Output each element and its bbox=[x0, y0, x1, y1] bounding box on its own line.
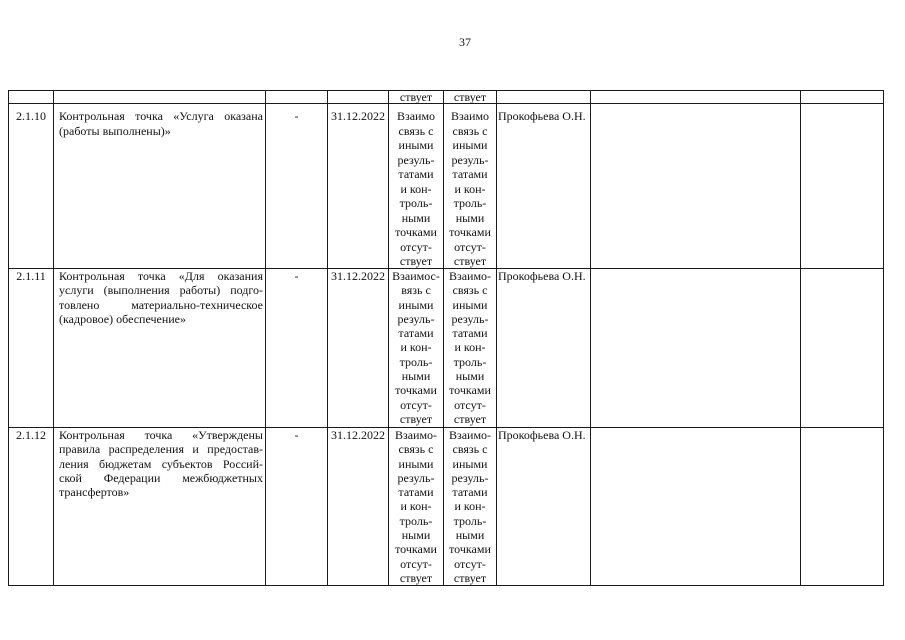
links-a-line: троль- bbox=[399, 513, 433, 528]
row-responsible-cell bbox=[497, 269, 591, 428]
row-start-cell bbox=[266, 269, 328, 428]
row-description-cell bbox=[54, 428, 266, 586]
description-line: правила распределения и предостав- bbox=[59, 442, 263, 457]
cont-finish-cell bbox=[328, 91, 389, 104]
description-line: ления бюджетам субъектов Россий- bbox=[59, 456, 263, 471]
cont-notes-cell bbox=[591, 91, 801, 104]
row-notes-cell bbox=[591, 269, 801, 428]
links-a-line: отсут- bbox=[400, 556, 432, 571]
links-b-line: Взаимо- bbox=[448, 428, 492, 442]
row-start: - bbox=[294, 109, 299, 123]
links-b-line: отсут- bbox=[454, 239, 486, 254]
row-notes-cell bbox=[591, 104, 801, 269]
cont-extra-cell bbox=[801, 91, 884, 104]
row-description-cell bbox=[54, 269, 266, 428]
links-b-line: точками bbox=[449, 383, 491, 398]
links-b-line: троль- bbox=[453, 196, 487, 210]
links-b-line: иными bbox=[452, 456, 488, 471]
row-notes-cell bbox=[591, 428, 801, 586]
cont-links-a-text: ствует bbox=[399, 91, 433, 104]
control-points-table bbox=[8, 90, 884, 586]
row-description-cell bbox=[54, 104, 266, 269]
links-a-line: резуль- bbox=[397, 311, 435, 326]
links-a-line: ствует bbox=[399, 254, 433, 268]
row-responsible-cell bbox=[497, 104, 591, 269]
description-line: (работы выполнены)» bbox=[59, 123, 171, 138]
links-b-line: точками bbox=[449, 542, 491, 557]
links-b-line: ными bbox=[455, 369, 485, 384]
row-links-b-cell bbox=[444, 269, 497, 428]
row-links-a-cell bbox=[389, 269, 444, 428]
cont-links-b-cell bbox=[444, 91, 497, 104]
row-start-cell bbox=[266, 104, 328, 269]
cont-description-cell bbox=[54, 91, 266, 104]
links-a-line: татами bbox=[398, 167, 434, 181]
description-line: Контрольная точка «Услуга оказана bbox=[59, 109, 263, 123]
links-a-line: троль- bbox=[399, 354, 433, 369]
links-a-line: связь с bbox=[398, 442, 434, 457]
row-finish-date: 31.12.2022 bbox=[331, 269, 385, 283]
description-line: услуги (выполнения работы) подго- bbox=[59, 283, 263, 298]
row-start: - bbox=[294, 428, 299, 442]
links-a-line: иными bbox=[398, 456, 434, 471]
links-a-line: и кон- bbox=[400, 181, 432, 196]
links-a-line: татами bbox=[398, 485, 434, 500]
links-b-line: иными bbox=[452, 297, 488, 312]
row-number-cell bbox=[9, 104, 54, 269]
row-extra-cell bbox=[801, 104, 884, 269]
links-a-line: Взаимос- bbox=[392, 269, 440, 283]
row-extra-cell bbox=[801, 269, 884, 428]
links-a-line: отсут- bbox=[400, 239, 432, 254]
links-b-line: и кон- bbox=[454, 499, 486, 514]
cont-responsible-cell bbox=[497, 91, 591, 104]
links-a-line: ными bbox=[401, 369, 431, 384]
links-b-line: Взаимо bbox=[450, 109, 490, 123]
links-b-line: резуль- bbox=[451, 311, 489, 326]
links-a-line: точками bbox=[395, 225, 437, 239]
cont-links-b-text: ствует bbox=[453, 91, 487, 104]
links-a-line: троль- bbox=[399, 196, 433, 210]
links-a-line: иными bbox=[398, 138, 434, 152]
links-b-line: ными bbox=[455, 528, 485, 543]
links-b-line: иными bbox=[452, 138, 488, 152]
links-b-line: связь с bbox=[452, 283, 488, 298]
links-a-line: ствует bbox=[399, 570, 433, 585]
links-a-line: ными bbox=[401, 210, 431, 225]
links-b-line: резуль- bbox=[451, 470, 489, 485]
row-responsible: Прокофьева О.Н. bbox=[498, 109, 586, 123]
links-b-line: отсут- bbox=[454, 556, 486, 571]
row-finish-cell bbox=[328, 104, 389, 269]
row-number: 2.1.12 bbox=[16, 428, 46, 442]
row-extra-cell bbox=[801, 428, 884, 586]
description-line: Контрольная точка «Для оказания bbox=[59, 269, 263, 283]
description-line: (кадровое) обеспечение» bbox=[59, 311, 187, 326]
row-number: 2.1.11 bbox=[16, 269, 46, 283]
links-b-line: резуль- bbox=[451, 152, 489, 167]
links-a-line: и кон- bbox=[400, 340, 432, 355]
links-a-line: точками bbox=[395, 542, 437, 557]
links-a-line: татами bbox=[398, 326, 434, 341]
links-a-line: ными bbox=[401, 528, 431, 543]
links-b-line: троль- bbox=[453, 354, 487, 369]
links-a-line: Взаимо- bbox=[394, 428, 438, 442]
row-responsible-cell bbox=[497, 428, 591, 586]
row-finish-date: 31.12.2022 bbox=[331, 428, 385, 442]
links-a-line: ствует bbox=[399, 411, 433, 426]
links-b-line: татами bbox=[452, 326, 488, 341]
links-b-line: татами bbox=[452, 485, 488, 500]
links-b-line: связь с bbox=[452, 123, 488, 138]
row-links-b-cell bbox=[444, 428, 497, 586]
description-line: ской Федерации межбюджетных bbox=[59, 470, 263, 485]
row-number-cell bbox=[9, 428, 54, 586]
links-a-line: Взаимо bbox=[396, 109, 436, 123]
links-b-line: ствует bbox=[453, 254, 487, 268]
row-finish-cell bbox=[328, 428, 389, 586]
row-links-b-cell bbox=[444, 104, 497, 269]
row-start: - bbox=[294, 269, 299, 283]
row-finish-cell bbox=[328, 269, 389, 428]
links-a-line: связь с bbox=[398, 123, 434, 138]
links-b-line: Взаимо- bbox=[448, 269, 492, 283]
links-a-line: и кон- bbox=[400, 499, 432, 514]
links-a-line: точками bbox=[395, 383, 437, 398]
links-b-line: и кон- bbox=[454, 340, 486, 355]
links-a-line: отсут- bbox=[400, 397, 432, 412]
page-number: 37 bbox=[459, 35, 471, 49]
row-number-cell bbox=[9, 269, 54, 428]
cont-links-a-cell bbox=[389, 91, 444, 104]
row-finish-date: 31.12.2022 bbox=[331, 109, 385, 123]
row-responsible: Прокофьева О.Н. bbox=[498, 269, 586, 283]
links-a-line: иными bbox=[398, 297, 434, 312]
links-b-line: связь с bbox=[452, 442, 488, 457]
cont-number-cell bbox=[9, 91, 54, 104]
links-b-line: и кон- bbox=[454, 181, 486, 196]
links-b-line: точками bbox=[449, 225, 491, 239]
row-links-a-cell bbox=[389, 428, 444, 586]
links-b-line: отсут- bbox=[454, 397, 486, 412]
row-links-a-cell bbox=[389, 104, 444, 269]
row-number: 2.1.10 bbox=[16, 109, 46, 123]
links-a-line: резуль- bbox=[397, 470, 435, 485]
row-responsible: Прокофьева О.Н. bbox=[498, 428, 586, 442]
links-b-line: троль- bbox=[453, 513, 487, 528]
cont-start-cell bbox=[266, 91, 328, 104]
links-a-line: вязь с bbox=[401, 283, 431, 298]
links-a-line: резуль- bbox=[397, 152, 435, 167]
description-line: товлено материально-техническое bbox=[59, 297, 263, 312]
description-line: Контрольная точка «Утверждены bbox=[59, 428, 263, 442]
links-b-line: ствует bbox=[453, 570, 487, 585]
row-start-cell bbox=[266, 428, 328, 586]
links-b-line: ными bbox=[455, 210, 485, 225]
links-b-line: татами bbox=[452, 167, 488, 181]
description-line: трансфертов» bbox=[59, 485, 130, 500]
links-b-line: ствует bbox=[453, 411, 487, 426]
